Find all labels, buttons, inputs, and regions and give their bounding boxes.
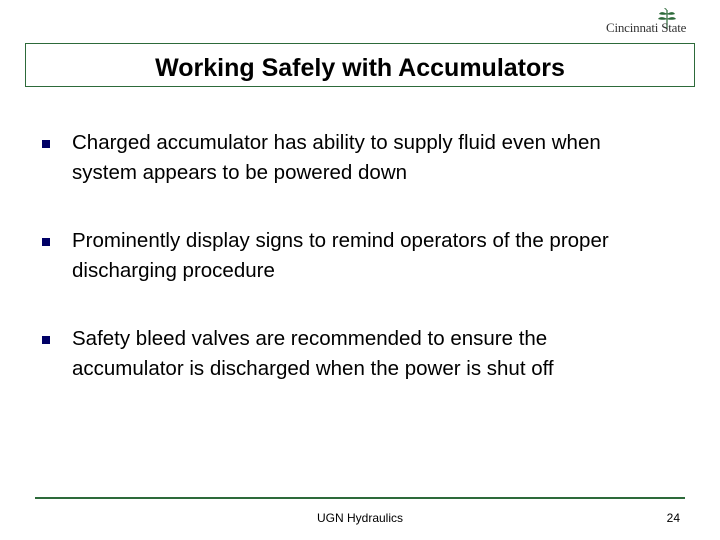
footer-text: UGN Hydraulics: [316, 511, 403, 525]
page-number: 24: [666, 511, 680, 525]
slide-title: Working Safely with Accumulators: [155, 54, 565, 82]
logo: [604, 8, 714, 38]
bullet-item: [42, 324, 662, 384]
bullet-text: Safety bleed valves are recommended to ensure the accumulator is discharged when the power is shut off: [72, 327, 554, 380]
bullet-list: [42, 128, 662, 422]
bullet-text: Prominently display signs to remind operators of the proper discharging procedure: [72, 229, 609, 282]
bullet-item: [42, 226, 662, 286]
bullet-marker-icon: [42, 336, 50, 344]
logo-text: Cincinnati State: [606, 20, 687, 35]
bullet-text: Charged accumulator has ability to supply fluid even when system appears to be powered down: [72, 131, 601, 184]
bullet-marker-icon: [42, 140, 50, 148]
title-box: [25, 43, 695, 87]
bullet-item: [42, 128, 662, 188]
footer-divider: [35, 497, 685, 499]
bullet-marker-icon: [42, 238, 50, 246]
